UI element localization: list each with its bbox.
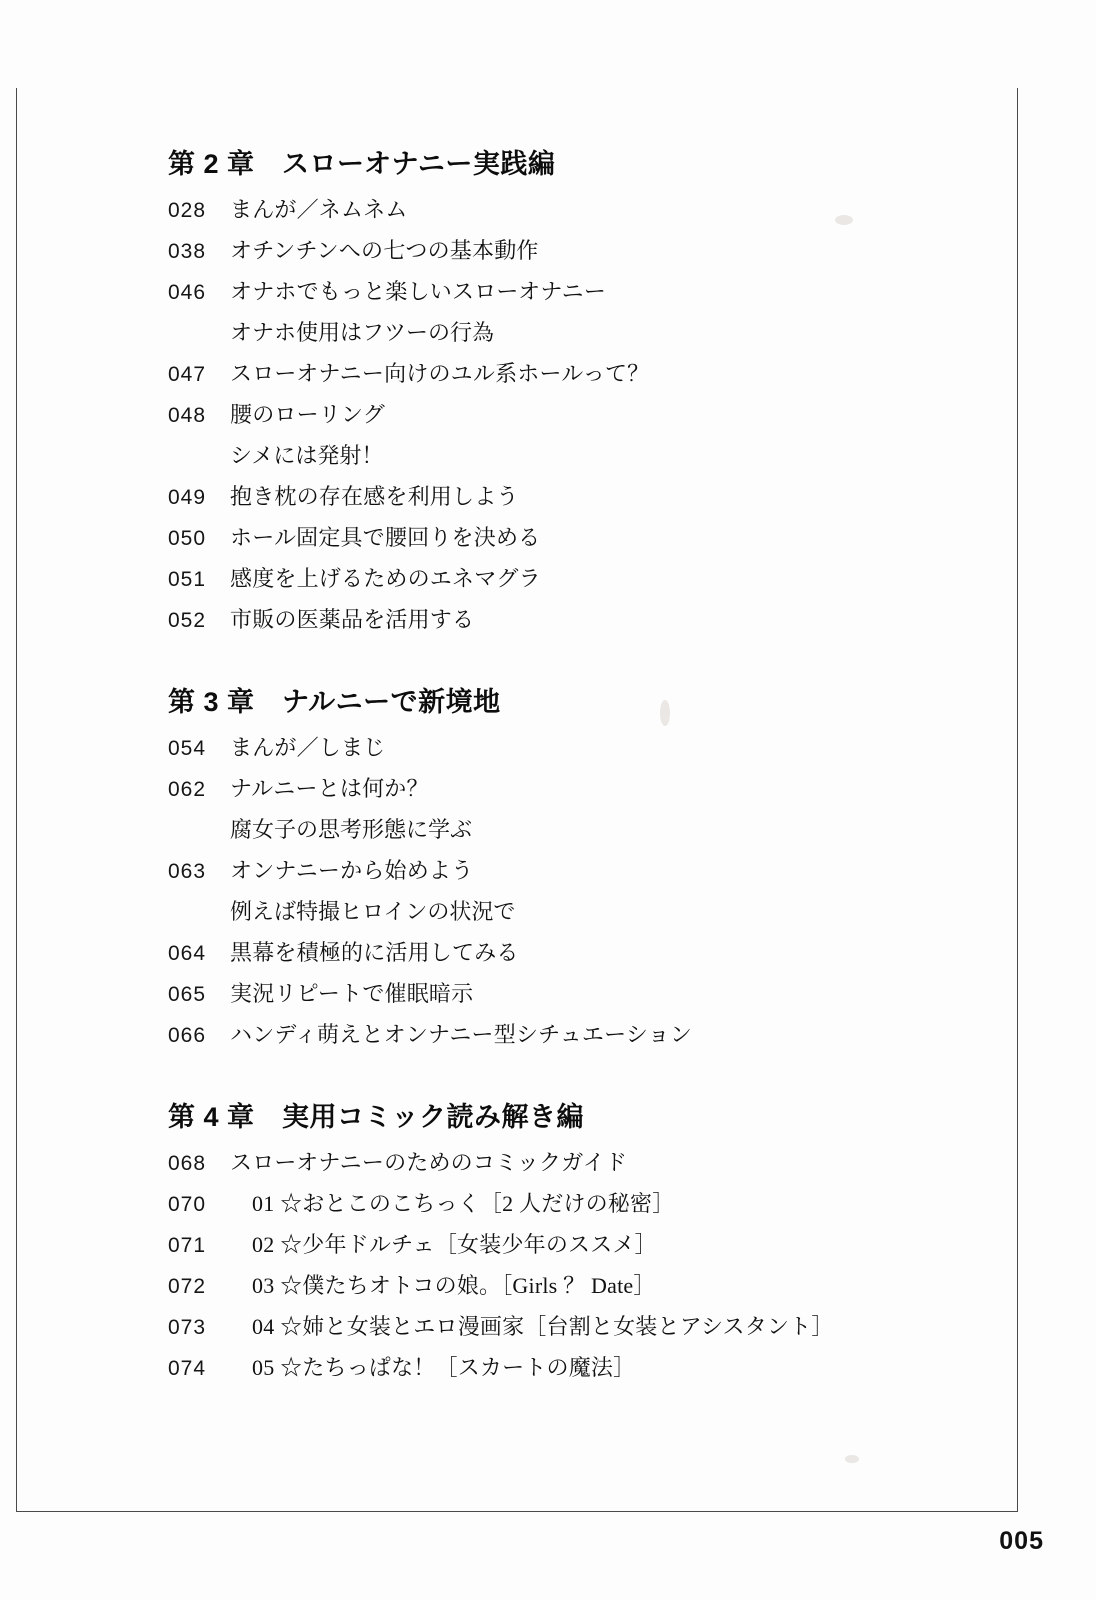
- toc-entry[interactable]: [168, 977, 928, 1008]
- toc-entry[interactable]: [168, 731, 928, 762]
- toc-subentry[interactable]: [168, 439, 928, 470]
- toc-subentry[interactable]: [168, 316, 928, 347]
- toc-entry[interactable]: [168, 234, 928, 265]
- toc-entry-title: 01 ☆おとこのこちっく［2 人だけの秘密］: [252, 1191, 675, 1216]
- page-frame-left-rule: [16, 88, 17, 1512]
- toc-entry-page: 066: [168, 1024, 207, 1047]
- toc-subentry-title: 例えば特撮ヒロインの状況で: [230, 899, 516, 924]
- toc-entry-title: まんが／ネムネム: [230, 197, 408, 222]
- toc-entry-page: 038: [168, 240, 207, 263]
- toc-entry-title: 05 ☆たちっぱな！［スカートの魔法］: [252, 1355, 636, 1380]
- page-frame-bottom-rule: [16, 1511, 1018, 1512]
- toc-entry[interactable]: [168, 1228, 928, 1259]
- chapter-title: 第 3 章 ナルニーで新境地: [168, 687, 501, 717]
- toc-entry-title: ホール固定具で腰回りを決める: [230, 525, 541, 550]
- toc-subentry[interactable]: [168, 895, 928, 926]
- toc-entry-page: 049: [168, 486, 207, 509]
- toc-entry[interactable]: [168, 398, 928, 429]
- toc-entry-title: 03 ☆僕たちオトコの娘。［Girls ？ Date］: [252, 1273, 656, 1298]
- toc-entry[interactable]: [168, 521, 928, 552]
- toc-subentry-title: オナホ使用はフツーの行為: [230, 320, 495, 345]
- toc-chapter: [168, 1095, 928, 1382]
- toc-entry-page: 062: [168, 778, 207, 801]
- toc-entry-page: 050: [168, 527, 207, 550]
- toc-entry-title: 04 ☆姉と女装とエロ漫画家［台割と女装とアシスタント］: [252, 1314, 834, 1339]
- toc-entry[interactable]: [168, 562, 928, 593]
- page-frame-right-rule: [1017, 88, 1018, 1512]
- paper-smudge: [845, 1455, 859, 1463]
- toc-entry-page: 073: [168, 1316, 207, 1339]
- toc-entry[interactable]: [168, 275, 928, 306]
- toc-entry-page: 063: [168, 860, 207, 883]
- toc-subentry-title: シメには発射！: [230, 443, 384, 468]
- toc-entry-title: オナホでもっと楽しいスローオナニー: [230, 279, 607, 304]
- toc-entry-title: 感度を上げるためのエネマグラ: [230, 566, 541, 591]
- toc-entry-title: ハンディ萌えとオンナニー型シチュエーション: [230, 1022, 693, 1047]
- chapter-title: 第 2 章 スローオナニー実践編: [168, 149, 556, 179]
- toc-entry[interactable]: [168, 854, 928, 885]
- toc-entry[interactable]: [168, 1310, 928, 1341]
- toc-entry-page: 051: [168, 568, 207, 591]
- toc-entry-title: スローオナニー向けのユル系ホールって？: [230, 361, 650, 386]
- toc-entry-title: ナルニーとは何か？: [230, 776, 429, 801]
- toc-entry-title: 黒幕を積極的に活用してみる: [230, 940, 519, 965]
- toc-entry[interactable]: [168, 772, 928, 803]
- toc-subentry-title: 腐女子の思考形態に学ぶ: [230, 817, 473, 842]
- toc-entry-page: 065: [168, 983, 207, 1006]
- toc-entry-page: 068: [168, 1152, 207, 1175]
- toc-chapter: [168, 680, 928, 1049]
- toc-entry-page: 054: [168, 737, 207, 760]
- toc-entry[interactable]: [168, 357, 928, 388]
- toc-entry-page: 052: [168, 609, 207, 632]
- toc-entry-title: 腰のローリング: [230, 402, 385, 427]
- toc-entry-page: 071: [168, 1234, 207, 1257]
- toc-entry[interactable]: [168, 603, 928, 634]
- toc-entry[interactable]: [168, 1146, 928, 1177]
- page-number: 005: [999, 1527, 1044, 1555]
- toc-entry[interactable]: [168, 1018, 928, 1049]
- toc-entry[interactable]: [168, 193, 928, 224]
- toc-entry[interactable]: [168, 1351, 928, 1382]
- toc-entry-title: 02 ☆少年ドルチェ［女装少年のススメ］: [252, 1232, 657, 1257]
- toc-entry-page: 047: [168, 363, 207, 386]
- toc-entry-page: 070: [168, 1193, 207, 1216]
- toc-entry-page: 064: [168, 942, 207, 965]
- chapter-title: 第 4 章 実用コミック読み解き編: [168, 1102, 584, 1132]
- toc-entry[interactable]: [168, 936, 928, 967]
- toc-entry-title: スローオナニーのためのコミックガイド: [230, 1150, 628, 1175]
- toc-entry-title: 実況リピートで催眠暗示: [230, 981, 474, 1006]
- toc-chapter: [168, 142, 928, 634]
- toc-entry-page: 028: [168, 199, 207, 222]
- toc-entry-page: 048: [168, 404, 207, 427]
- toc-entry-page: 072: [168, 1275, 207, 1298]
- toc-entry[interactable]: [168, 480, 928, 511]
- toc-entry[interactable]: [168, 1269, 928, 1300]
- toc-entry-title: まんが／しまじ: [230, 735, 386, 760]
- toc-entry-page: 074: [168, 1357, 207, 1380]
- toc-entry-title: 抱き枕の存在感を利用しよう: [230, 484, 519, 509]
- toc-subentry[interactable]: [168, 813, 928, 844]
- toc-entry-title: オチンチンへの七つの基本動作: [230, 238, 539, 263]
- toc-entry-page: 046: [168, 281, 207, 304]
- table-of-contents: [168, 142, 928, 1392]
- toc-entry-title: 市販の医薬品を活用する: [230, 607, 475, 632]
- toc-entry-title: オンナニーから始めよう: [230, 858, 474, 883]
- toc-entry[interactable]: [168, 1187, 928, 1218]
